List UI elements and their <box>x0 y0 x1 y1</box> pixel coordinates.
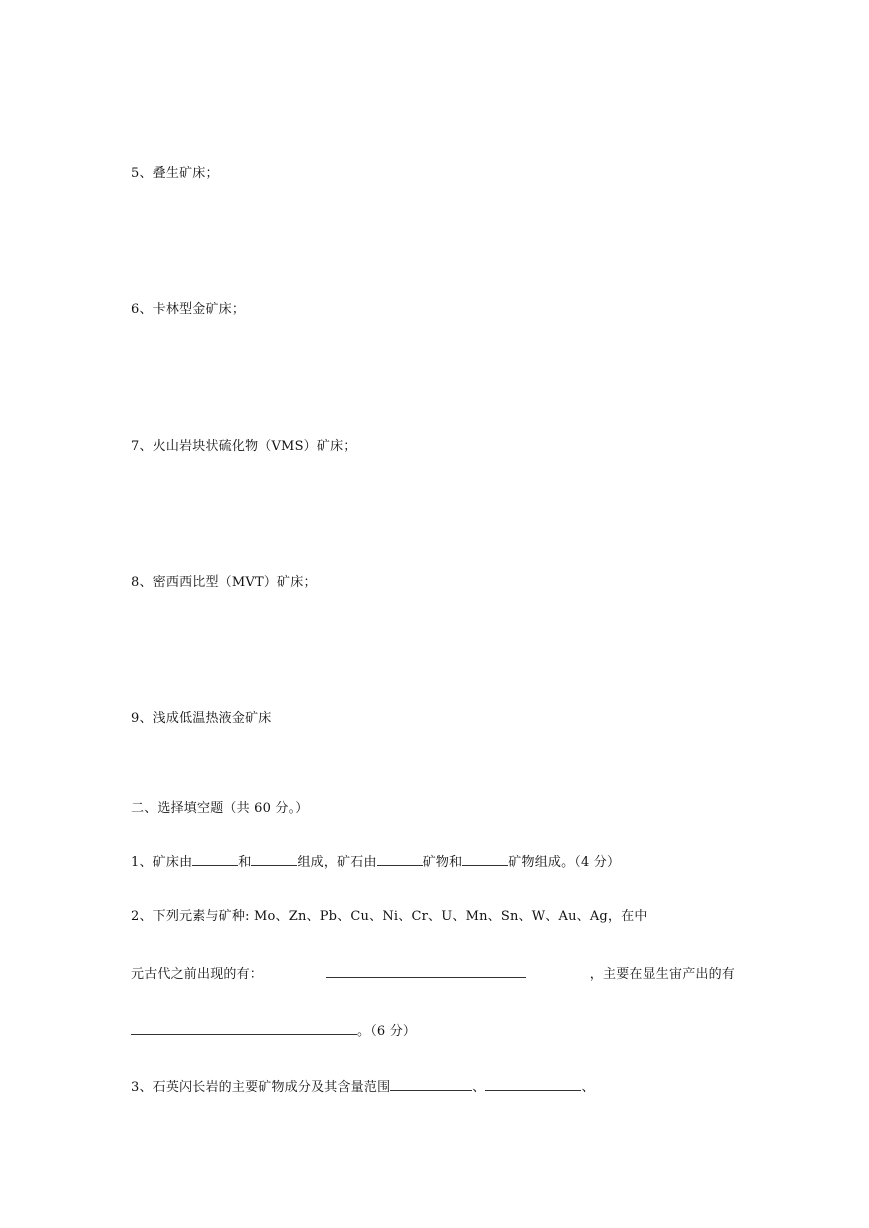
q2-after-text: ，主要在显生宙产出的有 <box>589 967 735 982</box>
q2-blank-1[interactable] <box>326 964 526 978</box>
q1-blank-4[interactable] <box>462 852 508 866</box>
q1-text-1: 1、矿床由 <box>131 855 193 870</box>
q1-text-5: 矿物组成。（4 分） <box>508 855 621 870</box>
q1-blank-3[interactable] <box>377 852 423 866</box>
q2-score-text: 。（6 分） <box>357 1024 417 1039</box>
question-3 <box>131 1077 595 1097</box>
question-2-line-2 <box>131 964 735 984</box>
term-6: 6、卡林型金矿床； <box>131 302 246 317</box>
section-heading: 二、选择填空题（共 60 分。） <box>131 801 309 816</box>
q3-blank-2[interactable] <box>485 1077 581 1091</box>
question-1 <box>131 852 620 872</box>
q3-blank-1[interactable] <box>390 1077 472 1091</box>
q1-text-4: 矿物和 <box>422 855 463 870</box>
question-2-line-1: 2、下列元素与矿种: Mo、Zn、Pb、Cu、Ni、Cr、U、Mn、Sn、W、Au、Ag，在中 <box>131 909 648 924</box>
q3-text: 3、石英闪长岩的主要矿物成分及其含量范围 <box>131 1080 391 1095</box>
q1-blank-2[interactable] <box>251 852 297 866</box>
q2-blank-2[interactable] <box>131 1021 357 1035</box>
q1-text-3: 组成，矿石由 <box>297 855 377 870</box>
q1-blank-1[interactable] <box>192 852 238 866</box>
question-2-line-3 <box>131 1021 416 1041</box>
q3-sep-2: 、 <box>581 1080 595 1095</box>
q3-sep-1: 、 <box>472 1080 486 1095</box>
term-7: 7、火山岩块状硫化物（VMS）矿床； <box>131 439 357 454</box>
q1-text-2: 和 <box>238 855 252 870</box>
term-9: 9、浅成低温热液金矿床 <box>131 711 272 726</box>
term-8: 8、密西西比型（MVT）矿床； <box>131 575 317 590</box>
q2-before-text: 元古代之前出现的有： <box>131 967 264 982</box>
term-5: 5、叠生矿床； <box>131 166 219 181</box>
